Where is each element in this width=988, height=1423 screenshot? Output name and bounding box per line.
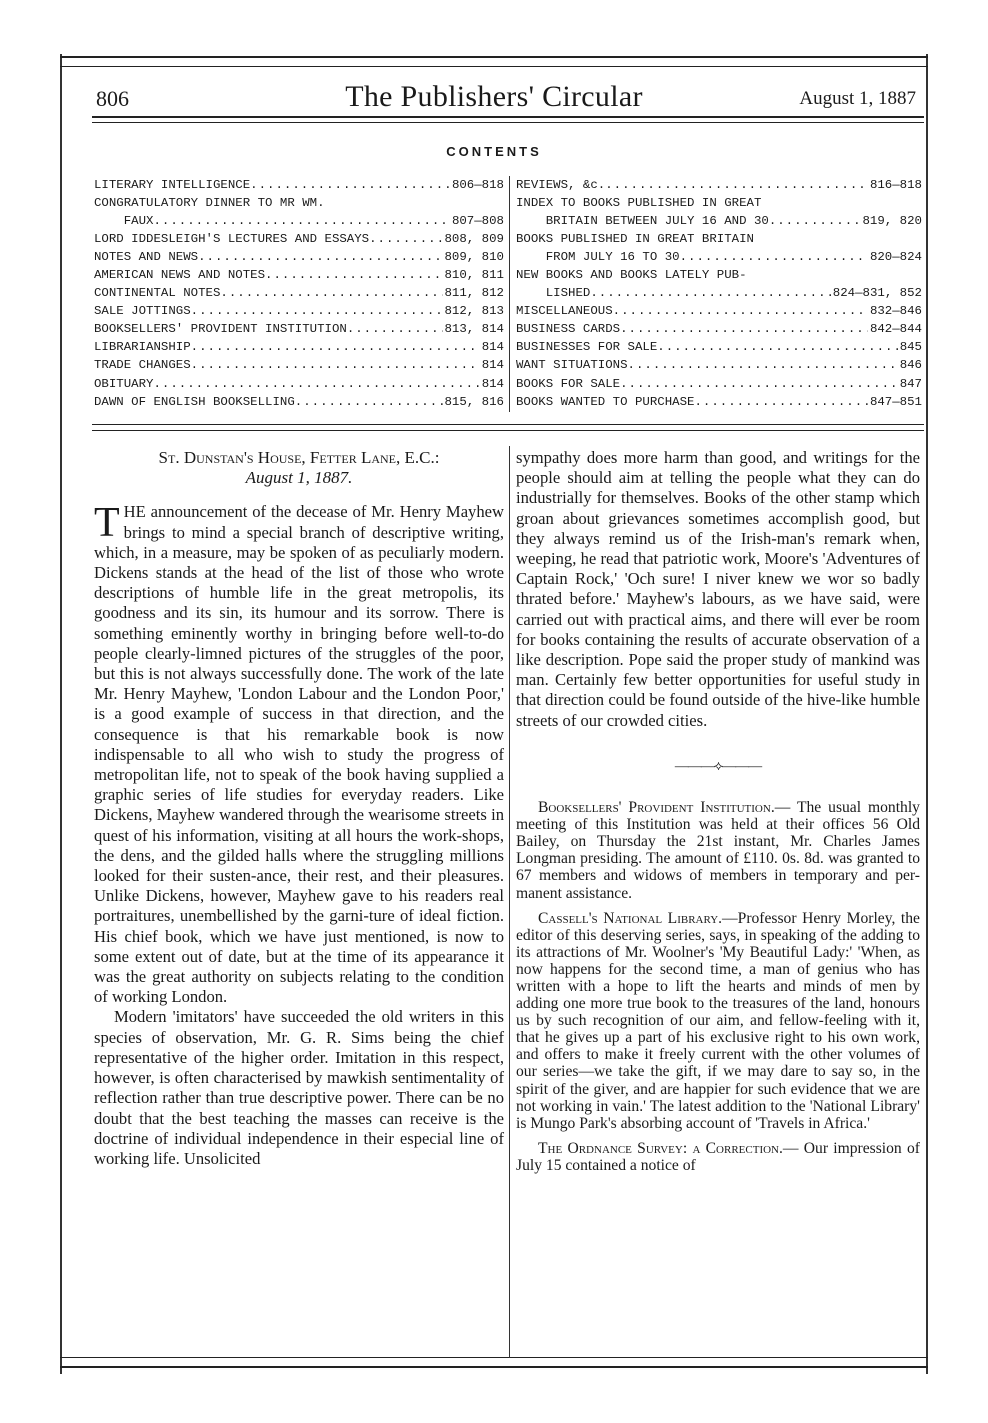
article-paragraph-1-text: HE announcement of the decease of Mr. Henry Mayhew brings to mind a special branch of descriptive writing, which, in a measure, may be spoken of as peculiarly modern. Dickens stands at the head of the list of those who wrote descriptions of humble life in the great metropolis, its goodness and its sin, its humour and its sorrow. There is something eminently worthy in bringing before well-to-do people clearly-limned pictures of the struggles of the poor, but this is not always successfully done. The work of the late Mr. Henry Mayhew, 'London Labour and the London Poor,' is a good example of success in that direction, and the consequence is that his remarkable book is now indispensable to all who wish to study the progress of metropolitan life, not to speak of the book having supplied a graphic series of life studies for everyday readers. Like Dickens, Mayhew wandered through the wearisome streets in quest of his information, visiting at all hours the work-shops, the dens, and the gilded halls where the struggling millions looked for their susten-ance, their rest, and their pleasures. Unlike Dickens, however, Mayhew gave to his readers real portraitures, unembellished by the garni-ture of ideal fiction. His chief book, which we have just mentioned, is now to some extent out of date, but at the time of its appearance it was the great authority on subjects relating to the condition of working London. <box>94 502 504 1007</box>
contents-entry-leader <box>747 266 920 284</box>
note-heading: The Ordnance Survey: a Correction. <box>538 1139 783 1157</box>
contents-entry <box>94 393 504 411</box>
contents-entry-leader <box>754 230 920 248</box>
contents-entry <box>516 356 922 374</box>
contents-entry-label: BOOKS WANTED TO PURCHASE <box>516 394 695 409</box>
contents-entry-pages <box>920 194 922 212</box>
contents-entry-label: LISHED <box>516 286 591 301</box>
note-body: — The usual monthly meeting of this Institution was held at their offices 56 Old Bailey, on Thursday the 21st instant, Mr. Charles James Longman presiding. The amount of £110. 0s. 8d. was granted to 67 members and widows of members in temporary and per-manent assistance. <box>516 799 920 902</box>
contents-entry-leader <box>265 266 442 284</box>
bottom-border-rule <box>60 1366 928 1368</box>
contents-entry-label: DAWN OF ENGLISH BOOKSELLING <box>94 394 295 409</box>
contents-entry-pages: 810, 811 <box>444 268 504 283</box>
header-rule <box>92 116 924 118</box>
contents-heading: CONTENTS <box>446 144 542 159</box>
contents-entry <box>516 393 922 411</box>
contents-entry-leader <box>154 212 450 230</box>
dateline-place: St. Dunstan's House, Fetter Lane, E.C.: <box>158 448 440 467</box>
contents-entry-leader <box>620 320 868 338</box>
contents-entry <box>516 248 922 266</box>
contents-entry-leader <box>220 284 442 302</box>
contents-entry-label: OBITUARY <box>94 376 154 391</box>
contents-entry <box>94 194 504 212</box>
contents-entry <box>516 176 922 194</box>
top-border-rule-inner <box>60 66 928 67</box>
contents-entry <box>94 248 504 266</box>
notes-section <box>516 799 920 1174</box>
contents-entry-label: SALE JOTTINGS <box>94 304 191 319</box>
contents-entry-leader <box>680 248 868 266</box>
top-border-rule <box>60 56 928 58</box>
contents-entry-pages <box>502 194 504 212</box>
contents-entry-leader <box>590 284 830 302</box>
contents-entry <box>94 176 504 194</box>
contents-entry-leader <box>613 302 868 320</box>
drop-cap: T <box>94 500 120 547</box>
contents-entry-pages: 814 <box>481 358 504 373</box>
article-right-column <box>516 448 920 1174</box>
body-column-divider <box>509 446 510 1358</box>
note-heading: Booksellers' Provident Institution. <box>538 799 775 817</box>
contents-entry-pages: 806—818 <box>451 178 504 192</box>
note-booksellers-provident <box>516 799 920 902</box>
contents-entry-leader <box>761 194 920 212</box>
contents-entry-leader <box>191 338 480 356</box>
contents-entry-leader <box>198 248 442 266</box>
contents-entry <box>516 194 922 212</box>
contents-entry-label: BUSINESS CARDS <box>516 322 621 337</box>
contents-entry-leader <box>769 212 861 230</box>
contents-entry-leader <box>628 356 898 374</box>
contents-entry-pages: 808, 809 <box>444 232 504 247</box>
contents-rule <box>92 424 924 425</box>
contents-entry-label: LITERARY INTELLIGENCE <box>94 178 251 192</box>
contents-rule-thin <box>92 430 924 431</box>
contents-entry-pages: 814 <box>481 376 504 391</box>
contents-right-column <box>516 176 922 411</box>
contents-entry <box>94 302 504 320</box>
page-number: 806 <box>96 86 129 111</box>
section-divider-ornament: ———⟡——— <box>674 758 762 774</box>
contents-entry <box>516 338 922 356</box>
contents-entry-leader <box>154 375 480 393</box>
contents-entry <box>94 338 504 356</box>
contents-entry-label: BOOKS PUBLISHED IN GREAT BRITAIN <box>516 232 754 247</box>
contents-entry-label: CONTINENTAL NOTES <box>94 286 221 301</box>
contents-entry-label: FROM JULY 16 TO 30 <box>516 250 680 265</box>
contents-entry-label: NOTES AND NEWS <box>94 250 199 265</box>
contents-entry-pages: 842—844 <box>869 322 922 337</box>
contents-entry <box>94 356 504 374</box>
contents-entry-pages: 846 <box>899 358 922 373</box>
contents-left-column <box>94 176 504 411</box>
contents-column-divider <box>509 176 510 412</box>
contents-entry-pages: 847—851 <box>869 394 922 409</box>
contents-entry-label: BOOKSELLERS' PROVIDENT INSTITUTION <box>94 322 347 337</box>
contents-entry <box>94 230 504 248</box>
page-border-right <box>926 54 928 1374</box>
contents-entry <box>94 212 504 230</box>
contents-entry-pages: 816—818 <box>869 178 922 192</box>
contents-entry-pages: 847 <box>899 376 922 391</box>
contents-entry-pages: 809, 810 <box>444 250 504 265</box>
contents-entry-label: BOOKS FOR SALE <box>516 376 621 391</box>
contents-entry-leader <box>694 393 867 411</box>
contents-entry <box>516 375 922 393</box>
contents-entry-pages <box>920 266 922 284</box>
note-heading: Cassell's National Library. <box>538 909 723 927</box>
contents-entry-leader <box>605 176 868 194</box>
contents-entry <box>516 320 922 338</box>
contents-entry-leader <box>191 356 480 374</box>
contents-entry-pages: 807—808 <box>451 214 504 229</box>
contents-entry <box>94 266 504 284</box>
contents-entry <box>94 320 504 338</box>
article-left-column <box>94 448 504 1169</box>
contents-entry-pages: 819, 820 <box>862 214 922 229</box>
contents-entry-pages: 820—824 <box>869 250 922 265</box>
note-cassells-library <box>516 910 920 1132</box>
contents-entry-label: BRITAIN BETWEEN JULY 16 AND 30 <box>516 214 769 229</box>
contents-entry-leader <box>369 230 442 248</box>
note-body: — Our impression of July 15 contained a notice of <box>516 1139 920 1174</box>
contents-entry-label: WANT SITUATIONS <box>516 358 628 373</box>
bottom-border-rule-inner <box>60 1357 928 1358</box>
article-paragraph-2: Modern 'imitators' have succeeded the old writers in this species of observation, Mr. G. R. Sims being the chief representative of the higher order. Imitation in this respect, however, is often characterised by mawkish sentimentality of reflection rather than true descriptive power. There can be no doubt that the best teaching the masses can receive is the doctrine of individual independence in their especial line of working life. Unsolicited <box>94 1007 504 1168</box>
issue-date: August 1, 1887 <box>799 88 916 109</box>
contents-entry <box>516 230 922 248</box>
contents-entry-label: INDEX TO BOOKS PUBLISHED IN GREAT <box>516 196 762 211</box>
contents-entry <box>94 375 504 393</box>
dateline-date: August 1, 1887. <box>245 468 353 488</box>
contents-entry <box>516 302 922 320</box>
contents-entry-leader <box>191 302 443 320</box>
contents-entry-leader <box>295 393 443 411</box>
contents-entry-leader <box>325 194 502 212</box>
contents-entry-pages: 811, 812 <box>444 286 504 301</box>
note-body: —Professor Henry Morley, the editor of this deserving series, says, in speaking of the adding to its attractions of Mr. Woolner's 'My Beautiful Lady:' 'When, as now happens for the second time, a man of genius who has written with a hope to lift the hearts and minds of men by adding one more true book to the treasures of the land, honours us by such recognition of our aim, and fellow-feeling with it, that he gives up a part of his exclusive right to his own work, and offers to make it freely current with the other volumes of our series—we take the gift, if we may dare to say so, in the spirit of the giver, and are happier for such evidence that we are not working in vain.' The latest addition to the 'National Library' is Mungo Park's absorbing account of 'Travels in Africa.' <box>516 909 920 1132</box>
contents-entry-pages: 815, 816 <box>444 394 504 409</box>
header-rule-thin <box>92 122 924 123</box>
contents-entry-pages <box>920 230 922 248</box>
contents-entry-label: NEW BOOKS AND BOOKS LATELY PUB- <box>516 268 747 283</box>
article-paragraph-1 <box>94 502 504 1007</box>
contents-entry-leader <box>250 176 450 194</box>
publication-title: The Publishers' Circular <box>345 80 643 113</box>
contents-entry-label: REVIEWS, &c. <box>516 178 606 192</box>
contents-entry-label: TRADE CHANGES <box>94 358 191 373</box>
contents-entry-leader <box>657 338 897 356</box>
contents-entry-pages: 812, 813 <box>444 304 504 319</box>
page-border-left <box>60 54 62 1374</box>
contents-entry <box>516 266 922 284</box>
contents-entry-label: FAUX <box>94 214 154 229</box>
contents-entry-pages: 813, 814 <box>444 322 504 337</box>
contents-entry-label: MISCELLANEOUS <box>516 304 613 319</box>
contents-entry-leader <box>347 320 443 338</box>
contents-entry-label: LIBRARIANSHIP <box>94 340 191 355</box>
note-ordnance-survey <box>516 1140 920 1174</box>
contents-entry-pages: 832—846 <box>869 304 922 319</box>
contents-entry-label: BUSINESSES FOR SALE <box>516 340 658 355</box>
contents-entry-leader <box>620 375 898 393</box>
contents-entry-label: CONGRATULATORY DINNER TO MR WM. <box>94 196 325 211</box>
contents-entry-pages: 814 <box>481 340 504 355</box>
contents-entry <box>516 284 922 302</box>
article-paragraph-3: sympathy does more harm than good, and writings for the people should aim at telling the people what they can do industrially for themselves. Books of the other stamp which groan about grievances sometimes accomplish good, but they always remind us of the Irish-man's remark when, weeping, he read that patriotic work, Moore's 'Adventures of Captain Rock,' 'Och sure! I niver knew we wor so badly thrated before.' Mayhew's labours, as we have said, were carried out with practical aims, and there will ever be room for books containing the results of accurate observation of a like description. Pope said the proper study of mankind was man. Certainly few better opportunities for useful study in that direction could be found outside of the hive-like humble streets of our crowded cities. <box>516 448 920 730</box>
contents-entry-pages: 824—831, 852 <box>832 286 922 301</box>
contents-entry <box>516 212 922 230</box>
contents-entry-label: AMERICAN NEWS AND NOTES <box>94 268 266 283</box>
contents-entry-label: LORD IDDESLEIGH'S LECTURES AND ESSAYS <box>94 232 370 247</box>
contents-entry <box>94 284 504 302</box>
contents-entry-pages: 845 <box>899 340 922 355</box>
